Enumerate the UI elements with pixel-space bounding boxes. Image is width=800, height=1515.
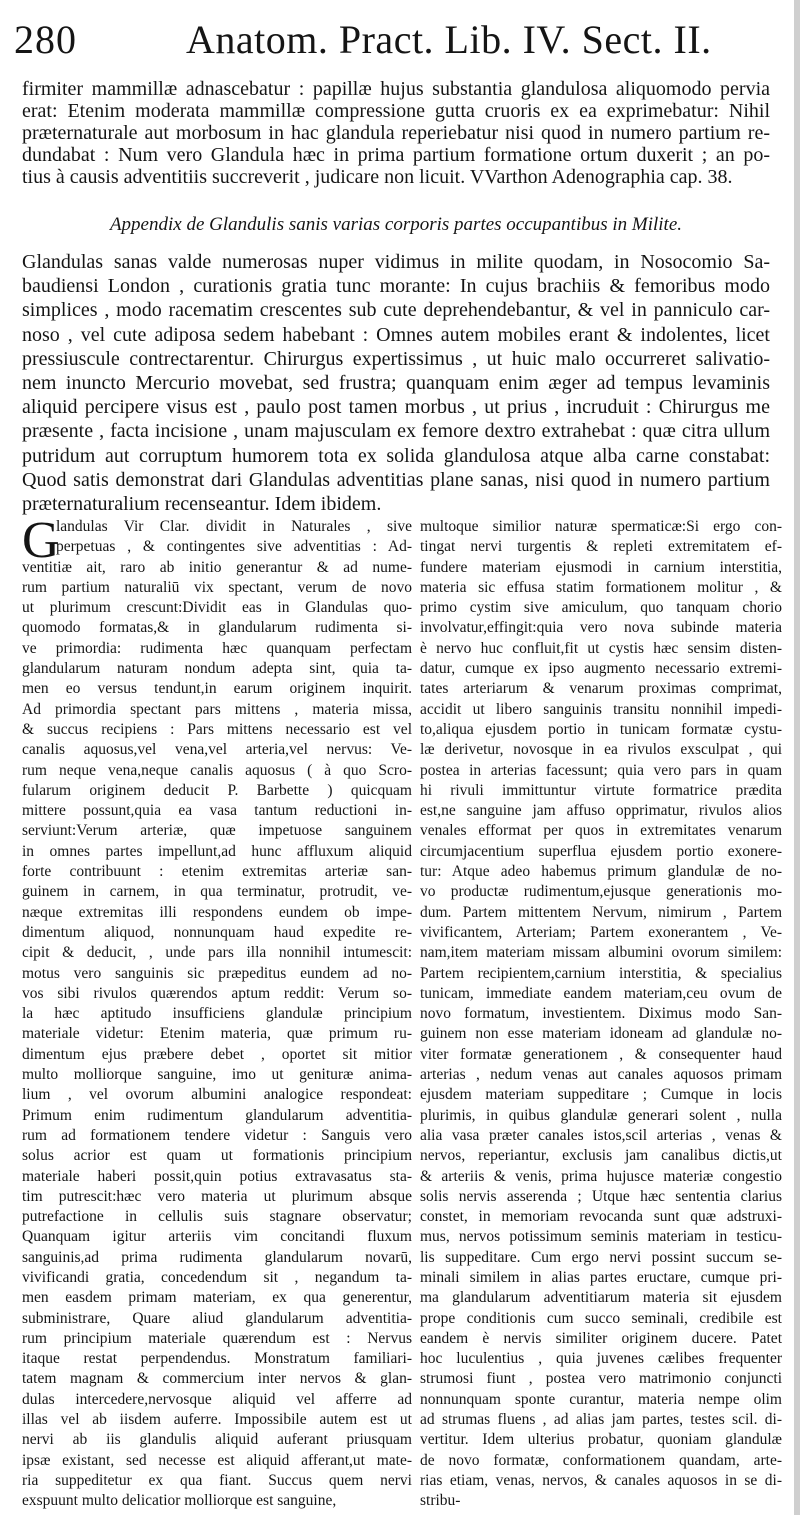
text-line: men eo versus tendunt,in earum originem inquirit. [22, 680, 412, 698]
text-line: Quod satis demonstrat dari Glandulas adventitias plane sanas, nisi quod in numero partium [22, 468, 770, 491]
text-line: Ad primordia spectant pars mittens , materia missa, [22, 700, 412, 718]
text-line: dum. Partem mittentem Nervum, nimirum , Partem [420, 903, 782, 921]
running-head: Anatom. Pract. Lib. IV. Sect. II. [186, 17, 712, 62]
text-line: sanguinis,ad prima rudimenta glandularum novarū, [22, 1248, 412, 1266]
text-line: venales efformat per quos in extremitates venarum [420, 822, 782, 840]
text-line: guinem non esse materiam idoneam ad glandulæ no- [420, 1025, 782, 1043]
text-line: ipsæ existant, sed necesse est aliquid afferant,ut mate- [22, 1451, 412, 1469]
text-line: putrefactione in cellulis suis stagnare observatur; [22, 1208, 412, 1226]
text-line: materiale videtur: Etenim materia, quæ primum ru- [22, 1025, 412, 1043]
text-line: vivificantem, Arteriam; Partem exonerantem , Ve- [420, 923, 782, 941]
text-line: dimentum aliquod, nonnunquam haud expedite re- [22, 923, 412, 941]
text-line: hoc luculentius , quia juvenes cælibes frequenter [420, 1350, 782, 1368]
text-line: præternaturalium recenseantur. Idem ibidem. [22, 492, 382, 515]
text-line: to,aliqua ejusdem portio in tunicam formatæ cystu- [420, 720, 782, 738]
text-line: ventitiæ ait, raro ab initio generantur & ad nume- [22, 558, 412, 576]
text-line: postea in arterias facessunt; quia vero pars in quam [420, 761, 782, 779]
text-line: ut plurimum crescunt:Dividit eas in Glandulas quo- [22, 599, 412, 617]
text-line: vivificandi gratia, concedendum sit , negandum ta- [22, 1268, 412, 1286]
page-number: 280 [14, 17, 77, 62]
text-line: multoque similior naturæ spermaticæ:Si ergo con- [420, 518, 782, 535]
text-line: fundere materiam ejusmodi in carnium interstitia, [420, 558, 782, 576]
text-line: ve primordia: rudimenta hæc quanquam perfectam [22, 639, 412, 657]
text-line: tatem magnam & commercium inter nervos & glan- [22, 1370, 412, 1388]
text-line: tunicam, immediate eandem materiam,ceu ovum de [420, 984, 782, 1002]
text-line: serviunt:Verum arteriæ, quæ impetuose sanguinem [22, 822, 412, 840]
text-line: arterias , nedum venas aut canales aquosos primam [420, 1066, 782, 1084]
text-line: Quanquam igitur arteriis vim concitandi fluxum [22, 1228, 412, 1246]
text-line: involvatur,effingit:quia vero nova subinde materia [420, 619, 782, 637]
text-line: ria suppeditetur ex qua fiant. Succus quem nervi [22, 1471, 412, 1489]
text-line: est,ne sanguine jam affuso opprimatur, rivulos alios [420, 802, 782, 820]
text-line: eandem è nervis similiter originem ducere. Patet [420, 1329, 782, 1347]
text-line: mus, nervos potissimum seminis materiam in testicu- [420, 1228, 782, 1246]
text-line: landulas Vir Clar. dividit in Naturales , sive [56, 518, 412, 535]
top-paragraph [22, 78, 770, 188]
text-line: mittere possunt,quia ea vasa tantum reductioni in- [22, 802, 412, 820]
text-line: & arteriis & venis, prima hujusce materiæ congestio [420, 1167, 782, 1185]
text-line: minali similem in alias partes eructare, cumque pri- [420, 1268, 782, 1286]
text-line: constet, in memoriam revocanda sunt quæ adstruxi- [420, 1208, 782, 1226]
text-line: rias etiam, venas, nervos, & canales aquosos in se di- [420, 1471, 782, 1489]
text-line: novo formatum, investientem. Diximus modo San- [420, 1005, 782, 1023]
text-line: hi rivuli immittuntur virtute formatrice prædita [420, 781, 782, 799]
text-line: aliquid percipere visus est , paulo post tamen morbus , ut prius , incruduit : Chirurgus me [22, 396, 770, 419]
page-edge [794, 0, 800, 1515]
text-line: subministrare, Quare aliud glandularum adventitia- [22, 1309, 412, 1327]
text-line: præsente , facta incisione , unam majusculam ex femore dextro extrahebat : quæ citra ullum [22, 420, 770, 443]
text-line: tim putrescit:hæc vero materia ut plurimum absque [22, 1187, 412, 1205]
text-line: materiale haberi possit,quin potius extravasatus sta- [22, 1167, 412, 1185]
text-line: viter formatæ generationem , & consequenter haud [420, 1045, 782, 1063]
right-column [420, 517, 782, 1512]
text-line: guinem in carnem, in qua terminatur, protrudit, ve- [22, 883, 412, 901]
text-line: nam,item materiam missam albumini ovorum similem: [420, 944, 782, 962]
text-line: stribu- [420, 1492, 461, 1510]
text-line: ma glandularum adventitiarum materia sit ejusdem [420, 1289, 782, 1307]
text-line: la hæc aptitudo insufficiens glandulæ principium [22, 1005, 412, 1023]
text-line: itaque restat perpendendus. Monstratum familiari- [22, 1350, 412, 1368]
text-line: simplices , modo racematim crescentes sub cute deprehendebantur, & vel in panniculo car- [22, 299, 770, 322]
text-line: men easdem primam materiam, ex qua generentur, [22, 1289, 412, 1307]
text-line: rum partium naturaliū vix spectant, verum de novo [22, 578, 412, 596]
text-line: glandularum naturam nondum adepta sint, quia ta- [22, 660, 412, 678]
text-line: tius à causis adventitiis succreverit , judicare non licuit. VVarthon Adenographia cap. 38. [22, 166, 733, 188]
text-line: pressiuscule contrectarentur. Chirurgus expertissimus , ut huic malo occurreret salivatio- [22, 347, 770, 370]
text-line: tingat nervi turgentis & repleti extremitatem ef- [420, 538, 782, 556]
text-line: lium , vel ovorum albumini analogice respondeat: [22, 1086, 412, 1104]
text-line: tates arteriarum & venarum proximas comprimat, [420, 680, 782, 698]
text-line: prope conditionis cum succo seminali, credibile est [420, 1309, 782, 1327]
text-line: circumjacentium superflua ejusdem portio exonere- [420, 842, 782, 860]
text-line: quomodo formatas,& in glandularum rudimenta si- [22, 619, 412, 637]
text-line: nonnunquam sponte curantur, materia nempe olim [420, 1390, 782, 1408]
text-line: vos sibi rivulos quærendos aptum reddit: Verum so- [22, 984, 412, 1002]
text-line: vo productæ rudimentum,ejusque generationis mo- [420, 883, 782, 901]
appendix-heading: Appendix de Glandulis sanis varias corporis partes occupantibus in Milite. [109, 214, 683, 235]
text-line: forte contribuunt : etenim extremitas arteriæ san- [22, 863, 412, 881]
text-line: illas vel ab iisdem auferre. Impossibile autem est ut [22, 1411, 412, 1429]
text-line: in omnes partes impellunt,ad hunc affluxum aliquid [22, 842, 412, 860]
text-line: rum principium materiale quærendum est : Nervus [22, 1329, 412, 1347]
text-line: de novo formatæ, conformationem quandam, arte- [420, 1451, 782, 1469]
appendix-paragraph [22, 250, 770, 516]
text-line: noso , vel cute adiposa sedem habebant : Omnes autem mobiles erant & indolentes, licet [22, 323, 770, 346]
text-line: putridum aut corruptum humorem tota ex solida glandulosa atque alba carne constabat: [22, 444, 770, 467]
text-line: motus vero sanguinis sic præpeditus eundem ad no- [22, 964, 412, 982]
text-line: alia vasa præter canales istos,scil arterias , venas & [420, 1126, 782, 1144]
text-line: fularum originem deducit P. Barbette ) quicquam [22, 781, 412, 799]
text-line: exspuunt multo delicatior molliorque est sanguine, [22, 1492, 337, 1510]
text-line: rum neque vena,neque canalis aquosus ( à quo Scro- [22, 761, 412, 779]
text-line: læ derivetur, novosque in ea rivulos exsculpat , qui [420, 741, 782, 759]
text-line: nervi ab iis glandulis aliquid auferant priusquam [22, 1431, 412, 1449]
text-line: dimentum ejus præbere debet , oportet sit mitior [22, 1045, 412, 1063]
text-line: rum ad formationem tendere videtur : Sanguis vero [22, 1126, 412, 1144]
text-line: & succus recipiens : Pars mittens necessario est vel [22, 720, 412, 738]
text-line: materia sic effusa statim formationem molitur , & [420, 578, 782, 596]
left-column [22, 512, 412, 1512]
text-line: solis nervis asserenda ; Utque hæc sententia clarius [420, 1187, 782, 1205]
text-line: perpetuas , & contingentes sive adventitias : Ad- [56, 538, 412, 556]
text-line: nervos, reperiantur, exclusis jam canalibus dictis,ut [420, 1147, 782, 1165]
text-line: firmiter mammillæ adnascebatur : papillæ hujus substantia glandulosa aliquomodo pervia [22, 78, 770, 100]
text-line: nem inuncto Mercurio movebat, sed frustra; quanquam enim æger ad tempus levaminis [22, 371, 770, 394]
text-line: vertitur. Idem ulterius probatur, quoniam glandulæ [420, 1431, 782, 1449]
text-line: solus acrior est quam ut formationis principium [22, 1147, 412, 1165]
text-line: strumosi fiunt , postea vero matrimonio conjuncti [420, 1370, 782, 1388]
text-line: canalis aquosus,vel vena,vel arteria,vel nervus: Ve- [22, 741, 412, 759]
text-line: ejusdem materiam suppeditare ; Cumque in locis [420, 1086, 782, 1104]
text-line: ad strumas fluens , ad alias jam partes, testes scil. di- [420, 1411, 782, 1429]
text-line: Partem recipientem,carnium interstitia, & specialius [420, 964, 782, 982]
text-line: è nervo huc confluit,fit ut cystis hæc sensim disten- [420, 639, 782, 657]
text-line: multo molliorque sanguine, imo ut genituræ anima- [22, 1066, 412, 1084]
text-line: datur, cumque ex ipso augmento necessario extremi- [420, 660, 782, 678]
text-line: accidit ut libero sanguinis transitu nonnihil impedi- [420, 700, 782, 718]
text-line: dulas intercedere,nervosque aliquid vel afferre ad [22, 1390, 412, 1408]
text-line: erat: Etenim moderata mammillæ compressione gutta cruoris ex ea exprimebatur: Nihil [22, 100, 770, 122]
text-line: baudiensi London , curationis gratia tunc morante: In cujus brachiis & femoribus modo [22, 275, 770, 298]
text-line: cipit & deducit, , unde pars illa nonnihil intumescit: [22, 944, 412, 962]
text-line: lis suppeditare. Cum ergo nervi possint succum se- [420, 1248, 782, 1266]
text-line: dundabat : Num vero Glandula hæc in prima partium formatione ortum duxerit ; an po- [22, 144, 770, 166]
text-line: Primum enim rudimentum glandularum adventitia- [22, 1106, 412, 1124]
text-line: næque extremitas illi respondens eundem ob impe- [22, 903, 412, 921]
text-line: Glandulas sanas valde numerosas nuper vidimus in milite quodam, in Nosocomio Sa- [22, 251, 770, 273]
text-line: plurimis, in quibus glandulæ generari solent , nulla [420, 1106, 782, 1124]
text-line: primo cystim sive amiculum, quo tanquam chorio [420, 599, 782, 617]
text-line: præternaturale aut morbosum in hac glandula reperiebatur nisi quod in numero partium re- [22, 122, 770, 144]
drop-cap: G [22, 512, 60, 569]
text-line: tur: Atque adeo habemus primum glandulæ de no- [420, 863, 782, 881]
